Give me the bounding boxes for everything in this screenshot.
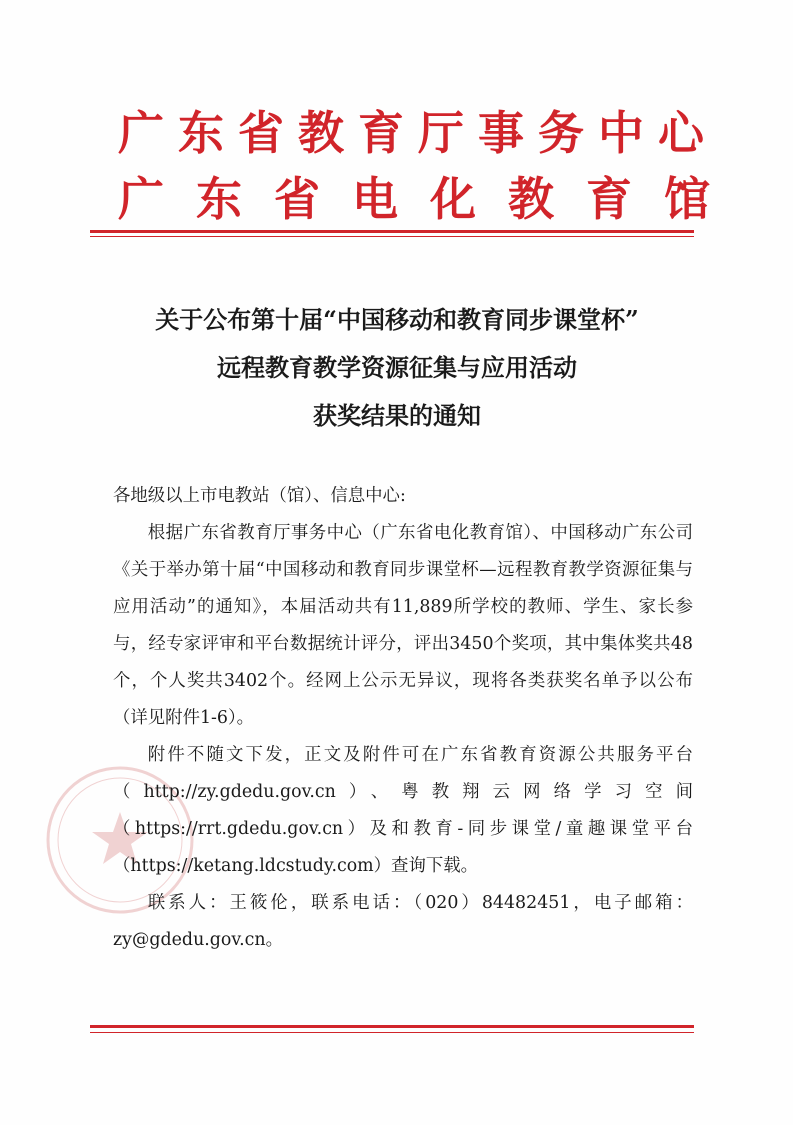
letterhead-line-2: 广东省电化教育馆: [118, 172, 742, 226]
title-line-1: 关于公布第十届“中国移动和教育同步课堂杯”: [155, 305, 639, 334]
title-line-2: 远程教育教学资源征集与应用活动: [217, 353, 577, 382]
document-title: [90, 296, 704, 440]
title-line-3: 获奖结果的通知: [313, 401, 481, 430]
body-paragraph-3: 联系人：王筱伦，联系电话：（020）84482451，电子邮箱：zy@gdedu.gov.cn。: [113, 893, 693, 950]
header-divider-thin: [90, 236, 694, 237]
body-paragraph-2: 附件不随文下发，正文及附件可在广东省教育资源公共服务平台（http://zy.gdedu.gov.cn）、粤教翔云网络学习空间（https://rrt.gdedu.gov.cn）及和教育-同步课堂/童趣课堂平台（https://ketang.ldcstudy.com）查询下载。: [113, 745, 693, 876]
salutation: 各地级以上市电教站（馆）、信息中心:: [113, 486, 406, 506]
document-body: [113, 478, 693, 959]
footer-divider-thin: [90, 1032, 694, 1033]
footer-divider-thick: [90, 1025, 694, 1028]
letterhead: [118, 100, 742, 232]
header-divider-thick: [90, 230, 694, 233]
body-paragraph-1: 根据广东省教育厅事务中心（广东省电化教育馆）、中国移动广东公司《关于举办第十届“中国移动和教育同步课堂杯—远程教育教学资源征集与应用活动”的通知》，本届活动共有11,889所学校的教师、学生、家长参与，经专家评审和平台数据统计评分，评出3450个奖项，其中集体奖共48个，个人奖共3402个。经网上公示无异议，现将各类获奖名单予以公布（详见附件1-6）。: [113, 523, 693, 728]
letterhead-line-1: 广东省教育厅事务中心: [118, 106, 718, 160]
